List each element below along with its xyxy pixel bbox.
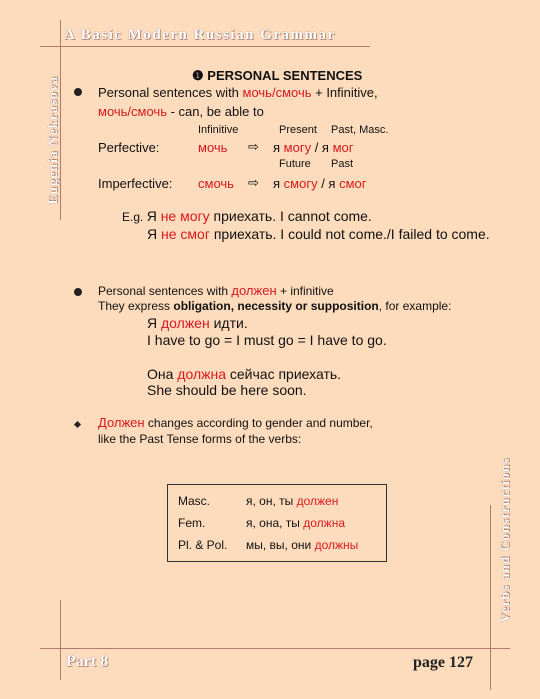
side-section-label: Verbs and Constructions: [497, 457, 512, 623]
bullet-icon: [74, 88, 82, 96]
section2-example2: Она должна сейчас приехать.: [147, 366, 342, 382]
imperfective-infinitive: смочь: [198, 176, 234, 191]
section2-example1: Я должен идти.: [147, 315, 248, 331]
table-row-value: мы, вы, они должны: [246, 538, 359, 552]
frame-line-right-bottom: [490, 505, 491, 690]
part-label: Part 8: [66, 653, 109, 670]
section1-line1: Personal sentences with мочь/смочь + Infinitive,: [98, 85, 378, 100]
section2-line2: They express obligation, necessity or supposition, for example:: [98, 299, 452, 313]
table-row-label: Masc.: [178, 494, 211, 508]
example-1: E.g. Я не могу приехать. I cannot come.: [122, 208, 372, 224]
column-head-past: Past: [331, 158, 354, 170]
section-title-text: PERSONAL SENTENCES: [207, 68, 363, 83]
diamond-bullet-icon: [74, 421, 81, 428]
column-head-infinitive: Infinitive: [198, 124, 239, 136]
section-title: [192, 68, 362, 84]
bullet-icon: [74, 288, 82, 296]
gender-number-table: [167, 484, 387, 562]
table-row-value: я, она, ты должна: [246, 516, 346, 530]
perfective-forms: я могу / я мог: [273, 140, 354, 155]
author-name: Eugenia Nekrasova: [45, 75, 60, 205]
column-head-past-masc: Past, Masc.: [331, 124, 389, 136]
section3-line2: like the Past Tense forms of the verbs:: [98, 432, 302, 446]
section-marker: ❶: [192, 68, 204, 83]
arrow-icon: ⇨: [248, 139, 259, 154]
column-head-present: Present: [279, 124, 317, 136]
section3-line1: Должен changes according to gender and number,: [98, 415, 373, 430]
column-head-future: Future: [279, 158, 311, 170]
perfective-infinitive: мочь: [198, 140, 228, 155]
section1-line2: мочь/смочь - can, be able to: [98, 104, 264, 119]
example-2: Я не смог приехать. I could not come./I failed to come.: [147, 226, 490, 242]
section2-line1: Personal sentences with должен + infinitive: [98, 283, 334, 298]
frame-line-bottom: [40, 648, 510, 649]
table-row-label: Pl. & Pol.: [178, 538, 228, 552]
page-number: page 127: [413, 654, 473, 671]
frame-line-left-bottom: [60, 600, 61, 680]
frame-line-top: [40, 46, 370, 47]
imperfective-forms: я смогу / я смог: [273, 176, 367, 191]
table-row-value: я, он, ты должен: [246, 494, 339, 508]
arrow-icon: ⇨: [248, 175, 259, 190]
section2-example2-translation: She should be here soon.: [147, 382, 307, 398]
perfective-label: Perfective:: [98, 140, 160, 155]
imperfective-label: Imperfective:: [98, 176, 173, 191]
table-row-label: Fem.: [178, 516, 206, 530]
section2-example1-translation: I have to go = I must go = I have to go.: [147, 332, 387, 348]
book-title: A Basic Modern Russian Grammar: [64, 27, 336, 43]
